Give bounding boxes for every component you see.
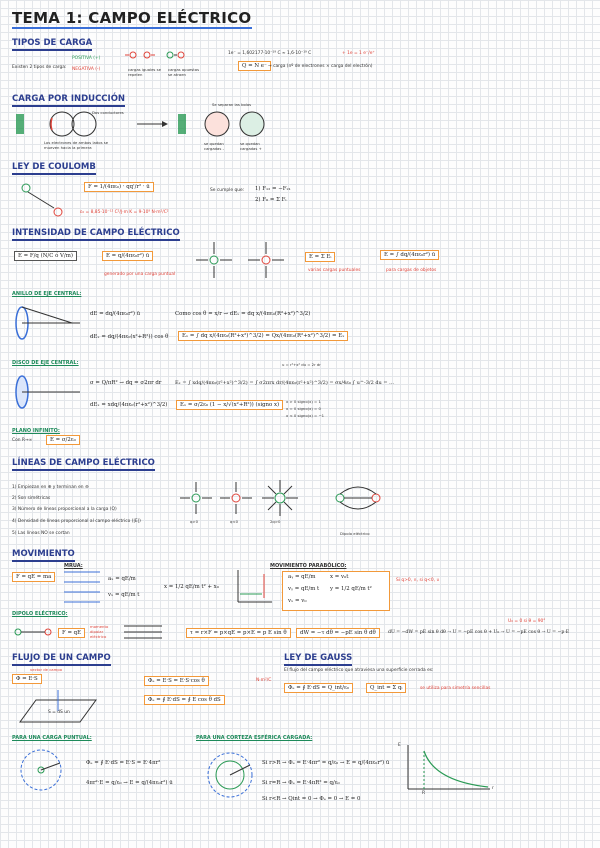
lineas-l3: 2q>0 <box>270 519 281 524</box>
intensidad-f3: E = Σ Eᵢ <box>305 252 335 262</box>
flujo-f2: Φₑ = E·S = E·S·cos θ <box>144 676 209 686</box>
corteza-e1: Si r>R → Φₑ = E·4πr² = q/ε₀ → E = q/(4πε₀r²) ū <box>262 760 390 766</box>
plano-f: E = σ/2ε₀ <box>46 435 80 445</box>
disco-s1: x > 0 signo(x) = 1 <box>286 399 321 404</box>
gauss-f2: Q_int = Σ qᵢ <box>366 683 406 693</box>
disco-s3: x < 0 signo(x) = −1 <box>286 413 325 418</box>
tipos-neg: NEGATIVA (-) <box>72 67 101 72</box>
tipos-eq2t: → carga (nº de electrones × carga del electrón) <box>268 64 373 69</box>
parab-diagram <box>234 570 274 606</box>
mov-e1: aₓ = qE/m <box>108 576 136 582</box>
disco-e5: u = r²+x² du = 2r dr <box>282 362 321 367</box>
disco-s2: x = 0 signo(x) = 0 <box>286 406 321 411</box>
anillo-e3: Como cos θ = x/r → dEₓ = dq x/(4πε₀(R²+x²)^3/2) <box>175 311 311 317</box>
tipos-eq1r: + 1e = 1 e⁻/e⁺ <box>342 51 375 56</box>
anillo-e2: dEₓ = dq/(4πε₀(x²+R²)) cos θ <box>90 334 169 340</box>
corteza-graph <box>402 745 492 795</box>
induccion-note1: Dos conductores <box>92 110 124 115</box>
disco-sub: DISCO DE EJE CENTRAL: <box>12 360 79 366</box>
page-title: TEMA 1: CAMPO ELÉCTRICO <box>12 9 252 27</box>
dipolo-note: momento dipolar eléctrico <box>90 624 109 639</box>
induccion-note3: Se separan las bolas <box>212 102 252 107</box>
intensidad-f2: E = q/(4πε₀r²) ū <box>102 251 153 261</box>
header-coulomb: LEY DE COULOMB <box>12 162 96 175</box>
corteza-sub: PARA UNA CORTEZA ESFÉRICA CARGADA: <box>196 735 313 741</box>
disco-e3: Eₓ = ∫ xdq/(4πε₀(r²+x²)^3/2) = ∫ σ2πrx dr/(4πε₀(r²+x²)^3/2) = σx/4ε₀ ∫ u^-3/2 du = ... <box>175 380 394 386</box>
dipolo-sub: DIPOLO ELÉCTRICO: <box>12 611 68 617</box>
mov-p5: vₓ = v₀ <box>288 598 307 604</box>
coulomb-c2: 2) F₀ = Σ Fᵢ <box>255 197 287 203</box>
corteza-diagram <box>200 745 260 805</box>
mov-e3: vₓ = qE/m t <box>108 592 140 598</box>
tipos-eq1: 1e⁻ = 1,602177·10⁻¹⁹ C ≈ 1,6·10⁻¹⁹ C <box>228 51 312 56</box>
lineas-diagrams <box>180 480 400 530</box>
tipos-lbl2: cargas opuestas se atraen <box>168 67 200 77</box>
coulomb-diagram <box>16 180 76 220</box>
disco-e1: σ = Q/πR² → dq = σ2πr dr <box>90 380 162 386</box>
puntual-e1: Φₑ = ∮ E·dS = E·S = E·4πr² <box>86 760 161 766</box>
dipolo-m3: dU = −dW = pE sin θ dθ → U = −pE cos θ + U₀ → U = −pE cos θ → U = −p·E <box>388 630 570 635</box>
dipolo-f1: F = qE <box>58 628 85 638</box>
ring-diagram <box>12 303 82 343</box>
header-flujo: FLUJO DE UN CAMPO <box>12 653 111 666</box>
gauss-t: El flujo del campo eléctrico que atraviesa una superficie cerrada es: <box>284 668 434 673</box>
mov-p4: y = 1/2 qE/m t² <box>330 586 372 592</box>
flujo-f1: Φ = E·S <box>12 674 42 684</box>
lineas-item-3: 3) Número de líneas proporcional a la carga (Q) <box>12 507 117 512</box>
coulomb-c1: 1) F₁₂ = −F₂₁ <box>255 186 291 192</box>
header-lineas: LÍNEAS DE CAMPO ELÉCTRICO <box>12 458 155 471</box>
induccion-lbl-a: se quedan cargadas - <box>204 141 224 151</box>
intensidad-note1: generado por una carga puntual <box>104 272 176 277</box>
intensidad-note4: para cargas de objetos <box>386 268 437 273</box>
intensidad-f4: E = ∫ dq/(4πε₀r²) ū <box>380 250 439 260</box>
mov-p3: vᵧ = qE/m t <box>288 586 320 592</box>
field-lines-icon <box>196 240 296 280</box>
induccion-note2: Los electrones de ambos lados se mueven hacia la primera <box>44 140 109 150</box>
tipos-eq2: Q = N e⁻ <box>238 61 271 71</box>
gauss-note: se utiliza para simetría sencillas <box>420 686 491 691</box>
coulomb-consts: ε₀ = 8,85·10⁻¹² C²/J·m K = 9·10⁹ N·m²/C² <box>80 210 169 215</box>
anillo-e1: dE = dq/(4πε₀r²) ū <box>90 311 141 317</box>
puntual-e2: 4πr²·E = q/ε₀ → E = q/(4πε₀r²) ū <box>86 780 173 786</box>
lineas-item-5: 5) Las líneas NO se cortan <box>12 531 70 536</box>
intensidad-note3: varias cargas puntuales <box>308 268 361 273</box>
mov-mru: MRUA: <box>64 563 83 569</box>
corteza-e2: Si r=R → Φₑ = E·4πR² = q/ε₀ <box>262 780 340 786</box>
header-induccion: CARGA POR INDUCCIÓN <box>12 94 125 107</box>
mov-note: Si q>0, ∩, si q<0, ∪ <box>396 578 440 583</box>
header-intensidad: INTENSIDAD DE CAMPO ELÉCTRICO <box>12 228 180 241</box>
mov-e2: x = 1/2 qE/m t² + x₀ <box>164 584 219 590</box>
disco-e4: Eₓ = σ/2ε₀ (1 − x/√(x²+R²)) (signo x) <box>176 400 283 410</box>
corteza-e3: Si r<R → Qint = 0 → Φₑ = 0 → E = 0 <box>262 796 361 802</box>
lineas-item-1: 1) Empiezan en ⊕ y terminan en ⊖ <box>12 485 89 490</box>
mov-p2: x = v₀t <box>330 574 349 580</box>
mru-diagram <box>64 568 104 608</box>
plano-sub: PLANO INFINITO: <box>12 428 60 434</box>
dipole-field <box>124 624 164 644</box>
dipolo-m1: τ = r×F = p×qE = p×E = p E sin θ <box>186 628 291 638</box>
header-movimiento: MOVIMIENTO <box>12 549 75 562</box>
disco-e2: dEₓ = xdq/(4πε₀(r²+x²)^3/2) <box>90 402 168 408</box>
lineas-item-2: 2) Son simétricas <box>12 496 51 501</box>
header-gauss: LEY DE GAUSS <box>284 653 352 666</box>
flujo-note: vector de campo <box>30 667 63 672</box>
puntual-sub: PARA UNA CARGA PUNTUAL: <box>12 735 92 741</box>
mov-parab: MOVIMIENTO PARABÓLICO: <box>270 563 347 569</box>
dipolo-m2: dW = −τ dθ = −pE sin θ dθ <box>296 628 380 638</box>
dipole-diagram <box>14 624 54 644</box>
lineas-l4: Dipolo eléctrico <box>340 531 370 536</box>
coulomb-cumple: Se cumple que: <box>210 188 245 193</box>
header-tipos: TIPOS DE CARGA <box>12 38 92 51</box>
dipolo-note2: U₀ = 0 si θ = 90° <box>508 619 546 624</box>
flujo-unit: N·m²/C <box>256 678 272 683</box>
plano-t: Con R→∞ <box>12 438 33 443</box>
gauss-f1: Φₑ = ∮ E·dS = Q_int/ε₀ <box>284 683 353 693</box>
induccion-lbl-b: se quedan cargadas + <box>240 141 262 151</box>
tipos-intro: Existen 2 tipos de carga: <box>12 65 67 70</box>
coulomb-formula: F = 1/(4πε₀) · qq'/r² · ū <box>84 182 154 192</box>
lineas-item-4: 4) Densidad de líneas proporcional al campo eléctrico (|E|) <box>12 519 141 524</box>
flujo-f3: Φₑ = ∮ E·dS = ∮ E cos θ dS <box>144 695 225 705</box>
mov-p1: aᵧ = qE/m <box>288 574 316 580</box>
tipos-pos: POSITIVA (+) <box>72 56 101 61</box>
corteza-gR: R <box>422 791 426 796</box>
lineas-l2: q<0 <box>230 519 239 524</box>
anillo-e4: Eₓ = ∫ dq x/(4πε₀(R²+x²)^3/2) = Qx/(4πε₀(R²+x²)^3/2) = Eₓ <box>178 331 348 341</box>
intensidad-f1: E = F/q (N/C ó V/m) <box>14 251 77 261</box>
anillo-sub: ANILLO DE EJE CENTRAL: <box>12 291 82 297</box>
flujo-area: S = dS un <box>48 710 70 715</box>
lineas-l1: q>0 <box>190 519 199 524</box>
corteza-gx: r <box>492 786 494 791</box>
disk-diagram <box>12 372 82 412</box>
corteza-gy: E <box>398 743 401 748</box>
tipos-lbl1: cargas iguales se repelen <box>128 67 161 77</box>
mov-f1: F = qE = ma <box>12 572 55 582</box>
puntual-diagram <box>16 745 66 795</box>
